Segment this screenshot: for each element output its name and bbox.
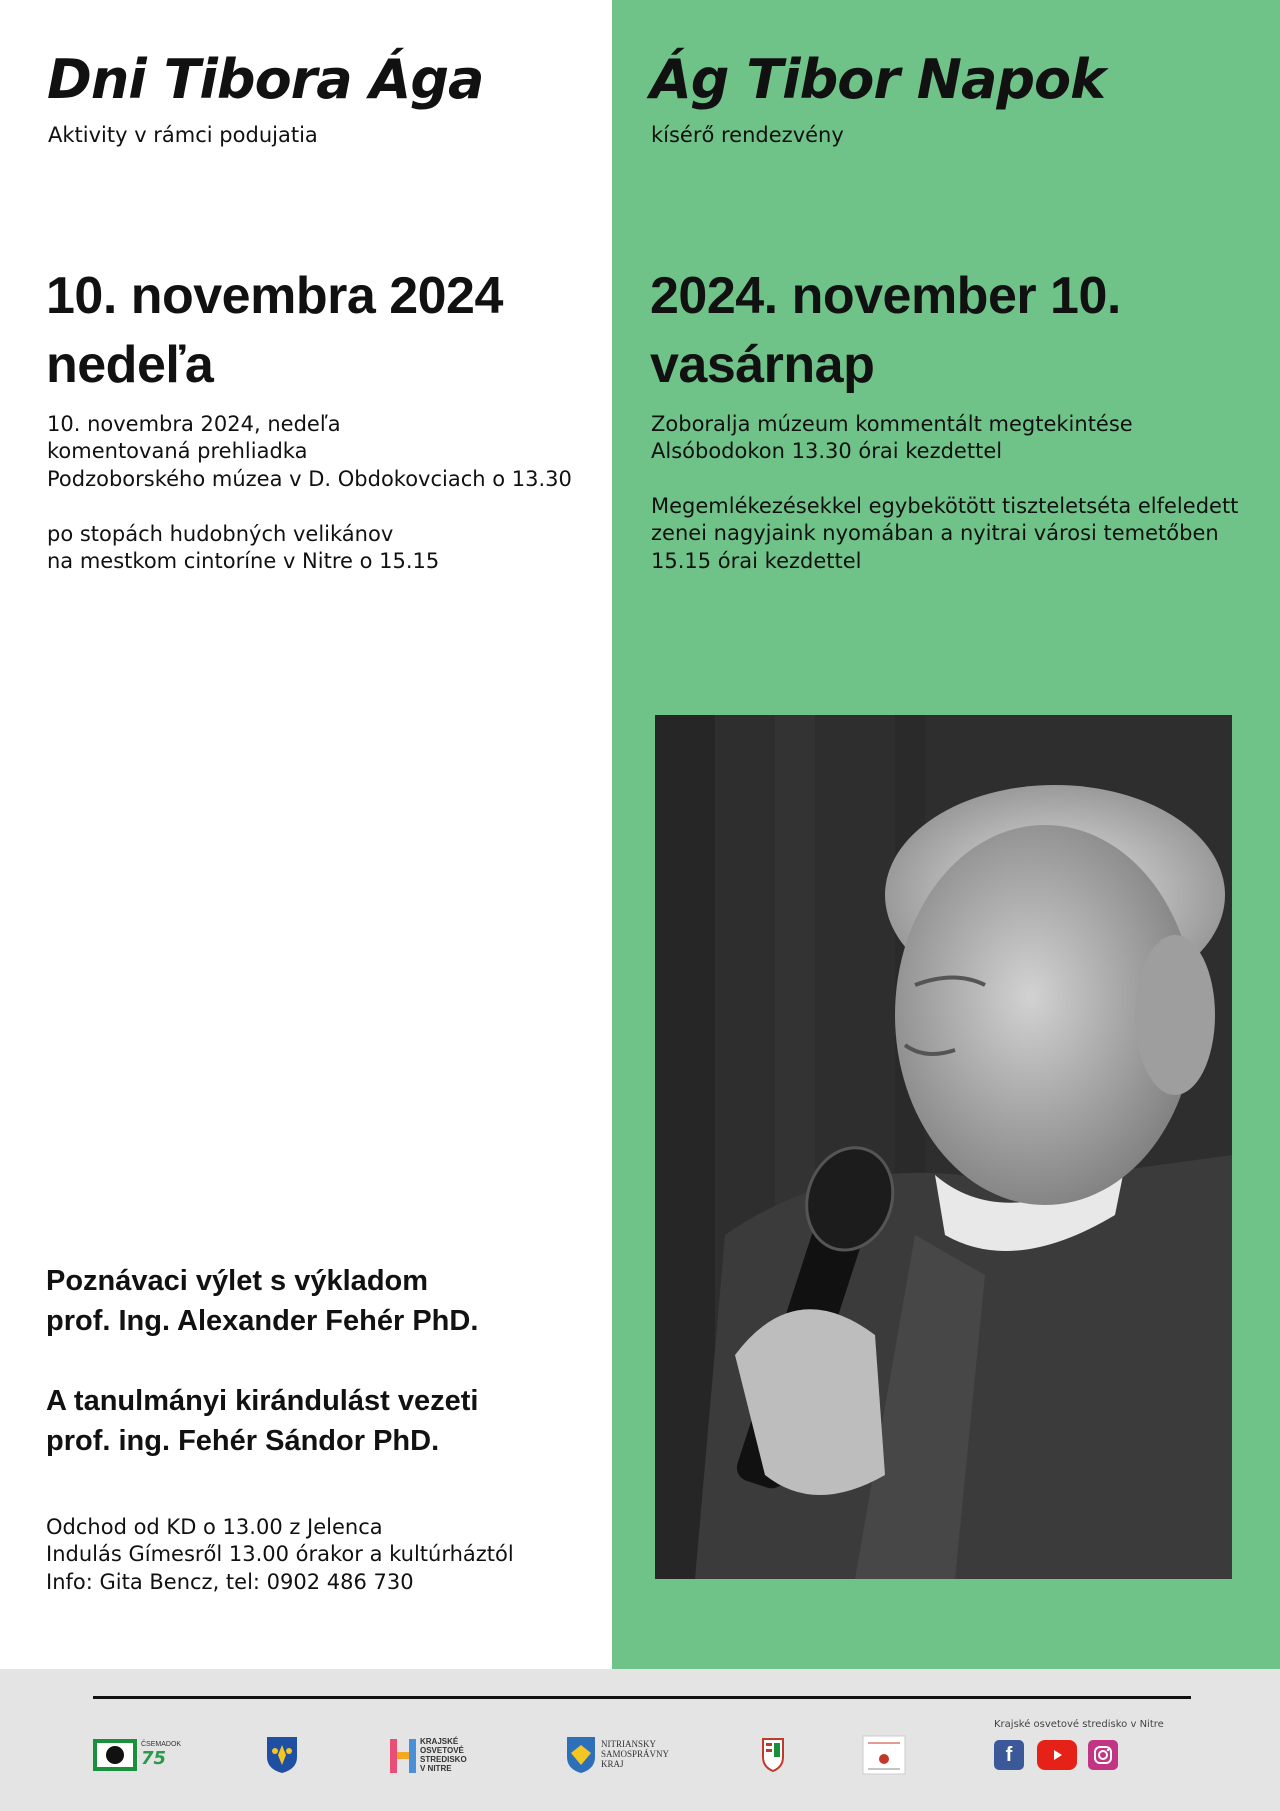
subtitle-sk: Aktivity v rámci podujatia <box>48 123 318 147</box>
info-block <box>46 1514 514 1596</box>
footer <box>0 1669 1280 1811</box>
guide-hu <box>46 1381 478 1461</box>
partner-logo <box>862 1735 906 1775</box>
partner-icon <box>862 1735 906 1775</box>
nsk-text <box>601 1740 669 1770</box>
event2-hu-line: Megemlékezésekkel egybekötött tiszteletséta elfeledett <box>651 494 1239 518</box>
guide-sk-line: prof. Ing. Alexander Fehér PhD. <box>46 1305 479 1338</box>
info-line: Odchod od KD o 13.00 z Jelenca <box>46 1515 383 1539</box>
csemadok-icon <box>93 1735 137 1775</box>
date-heading-sk-line: nedeľa <box>46 335 214 394</box>
event1-sk-line: 10. novembra 2024, nedeľa <box>47 412 341 436</box>
date-heading-hu-line: 2024. november 10. <box>650 267 1121 325</box>
facebook-icon[interactable]: f <box>994 1740 1024 1770</box>
nsk-text-line: SAMOSPRÁVNY <box>601 1749 670 1760</box>
event1-sk-line: Podzoborského múzea v D. Obdokovciach o 13.30 <box>47 466 572 491</box>
kos-text-line: OSVETOVÉ <box>420 1746 464 1756</box>
coat-of-arms-icon <box>265 1735 299 1775</box>
event1-hu-line: Zoboralja múzeum kommentált megtekintése <box>651 412 1133 436</box>
subtitle-hu: kísérő rendezvény <box>651 123 844 147</box>
event1-hu-line: Alsóbodokon 13.30 órai kezdettel <box>651 439 1003 464</box>
info-line: Indulás Gímesről 13.00 órakor a kultúrháztól <box>46 1542 514 1567</box>
guide-hu-line: prof. ing. Fehér Sándor PhD. <box>46 1425 440 1458</box>
title-sk: Dni Tibora Ága <box>47 48 484 111</box>
date-heading-hu <box>650 262 1121 399</box>
csemadok-name: ČSEMADOK <box>141 1740 182 1748</box>
portrait-photo <box>655 715 1232 1579</box>
kos-icon <box>390 1737 416 1775</box>
guide-hu-line: A tanulmányi kirándulást vezeti <box>46 1385 479 1417</box>
event2-sk-line: po stopách hudobných velikánov <box>47 522 394 546</box>
guide-sk <box>46 1261 478 1341</box>
event2-hu <box>651 493 1238 575</box>
event2-sk <box>47 521 439 576</box>
nsk-text-line: NITRIANSKY <box>601 1739 656 1750</box>
nsk-icon <box>565 1735 597 1775</box>
event2-sk-line: na mestkom cintoríne v Nitre o 15.15 <box>47 549 440 574</box>
title-hu: Ág Tibor Napok <box>650 48 1106 111</box>
instagram-icon[interactable] <box>1088 1740 1118 1770</box>
csemadok-number: 75 <box>141 1748 167 1770</box>
guide-sk-line: Poznávaci výlet s výkladom <box>46 1265 429 1297</box>
footer-divider <box>93 1696 1191 1699</box>
event2-hu-line: zenei nagyjaink nyomában a nyitrai városi temetőben <box>651 521 1219 546</box>
event2-hu-line: 15.15 órai kezdettel <box>651 548 862 573</box>
footer-caption: Krajské osvetové stredisko v Nitre <box>994 1719 1164 1730</box>
portrait-illustration <box>655 715 1232 1579</box>
kos-text-line: KRAJSKÉ <box>420 1737 459 1747</box>
info-line: Info: Gita Bencz, tel: 0902 486 730 <box>46 1569 414 1594</box>
event1-sk <box>47 411 572 493</box>
kos-text-line: V NITRE <box>420 1763 452 1773</box>
event1-sk-line: komentovaná prehliadka <box>47 439 308 464</box>
event1-hu <box>651 411 1133 466</box>
hungarian-crest-icon <box>760 1735 786 1775</box>
coat-of-arms-logo <box>265 1735 299 1775</box>
hungarian-crest-logo <box>760 1735 786 1775</box>
nsk-logo <box>565 1735 669 1775</box>
youtube-icon[interactable] <box>1037 1740 1077 1770</box>
kos-text-line: STREDISKO <box>420 1755 467 1764</box>
nsk-text-line: KRAJ <box>601 1758 624 1769</box>
kos-logo <box>390 1737 467 1775</box>
csemadok-logo <box>93 1735 181 1775</box>
date-heading-sk <box>46 262 503 399</box>
date-heading-sk-line: 10. novembra 2024 <box>46 267 503 325</box>
date-heading-hu-line: vasárnap <box>650 335 875 394</box>
kos-text <box>420 1738 467 1773</box>
